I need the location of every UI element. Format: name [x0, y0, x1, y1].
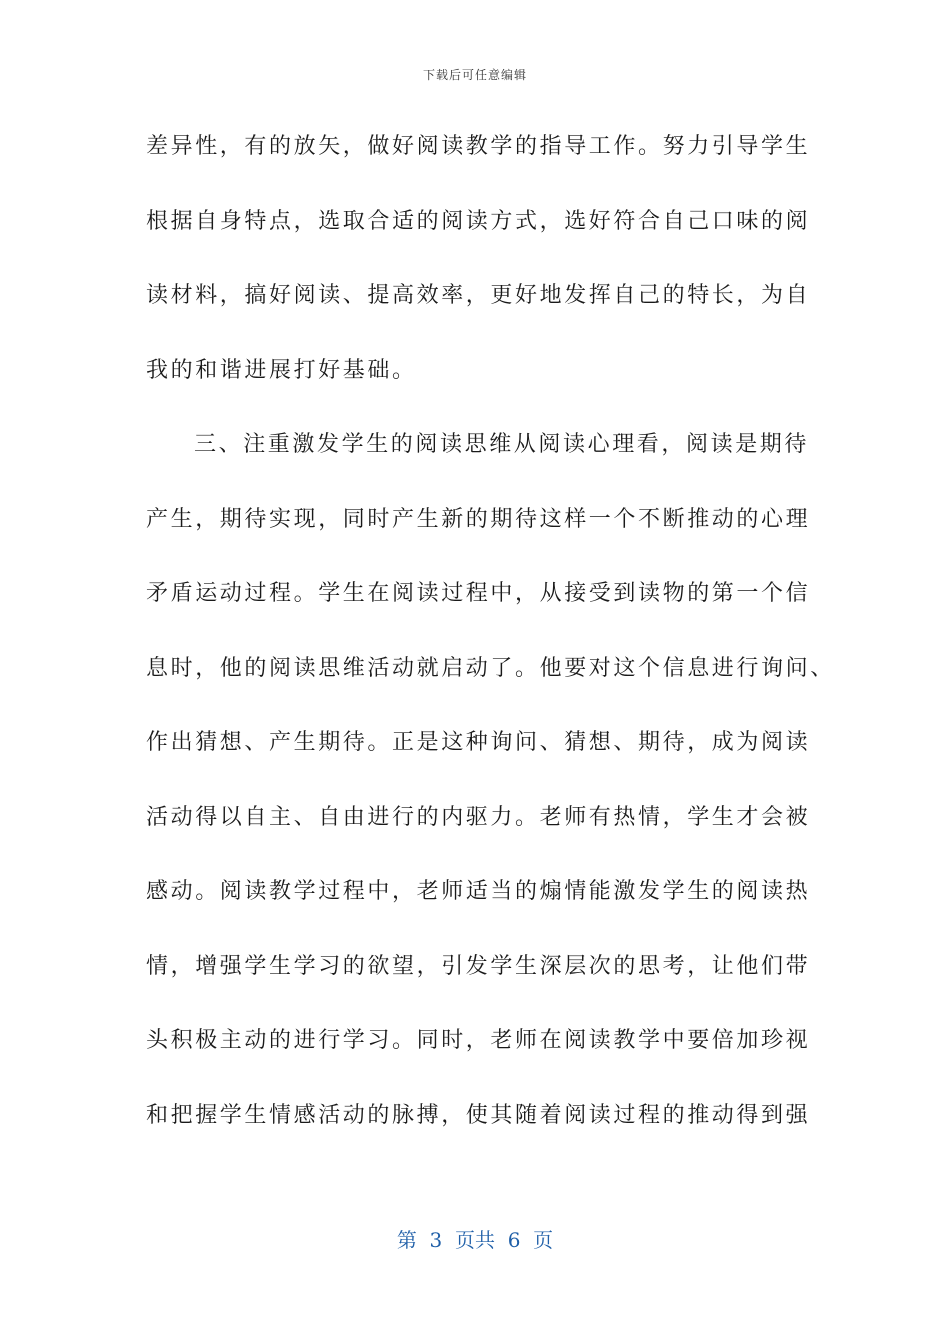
text-line: 矛盾运动过程。学生在阅读过程中，从接受到读物的第一个信 — [146, 581, 811, 606]
text-line: 差异性，有的放矢，做好阅读教学的指导工作。努力引导学生 — [146, 134, 811, 159]
text-line: 三、注重激发学生的阅读思维从阅读心理看，阅读是期待 — [194, 432, 810, 457]
text-line: 根据自身特点，选取合适的阅读方式，选好符合自己口味的阅 — [146, 208, 811, 234]
text-line: 产生，期待实现，同时产生新的期待这样一个不断推动的心理 — [146, 506, 811, 532]
page-header: 下载后可任意编辑 — [422, 68, 527, 82]
text-line: 头积极主动的进行学习。同时，老师在阅读教学中要倍加珍视 — [146, 1028, 811, 1053]
page-footer: 第 3 页共 6 页 — [396, 1228, 554, 1252]
text-line: 息时，他的阅读思维活动就启动了。他要对这个信息进行询问、 — [146, 655, 835, 681]
text-line: 感动。阅读教学过程中，老师适当的煽情能激发学生的阅读热 — [146, 879, 811, 904]
text-line: 情，增强学生学习的欲望，引发学生深层次的思考，让他们带 — [146, 953, 811, 979]
document-body — [146, 120, 835, 1163]
text-line: 读材料，搞好阅读、提高效率，更好地发挥自己的特长，为自 — [146, 283, 811, 308]
text-line: 活动得以自主、自由进行的内驱力。老师有热情，学生才会被 — [146, 804, 811, 830]
text-line: 作出猜想、产生期待。正是这种询问、猜想、期待，成为阅读 — [146, 730, 811, 755]
text-line: 和把握学生情感活动的脉搏，使其随着阅读过程的推动得到强 — [146, 1102, 811, 1128]
text-line: 我的和谐进展打好基础。 — [146, 357, 417, 383]
